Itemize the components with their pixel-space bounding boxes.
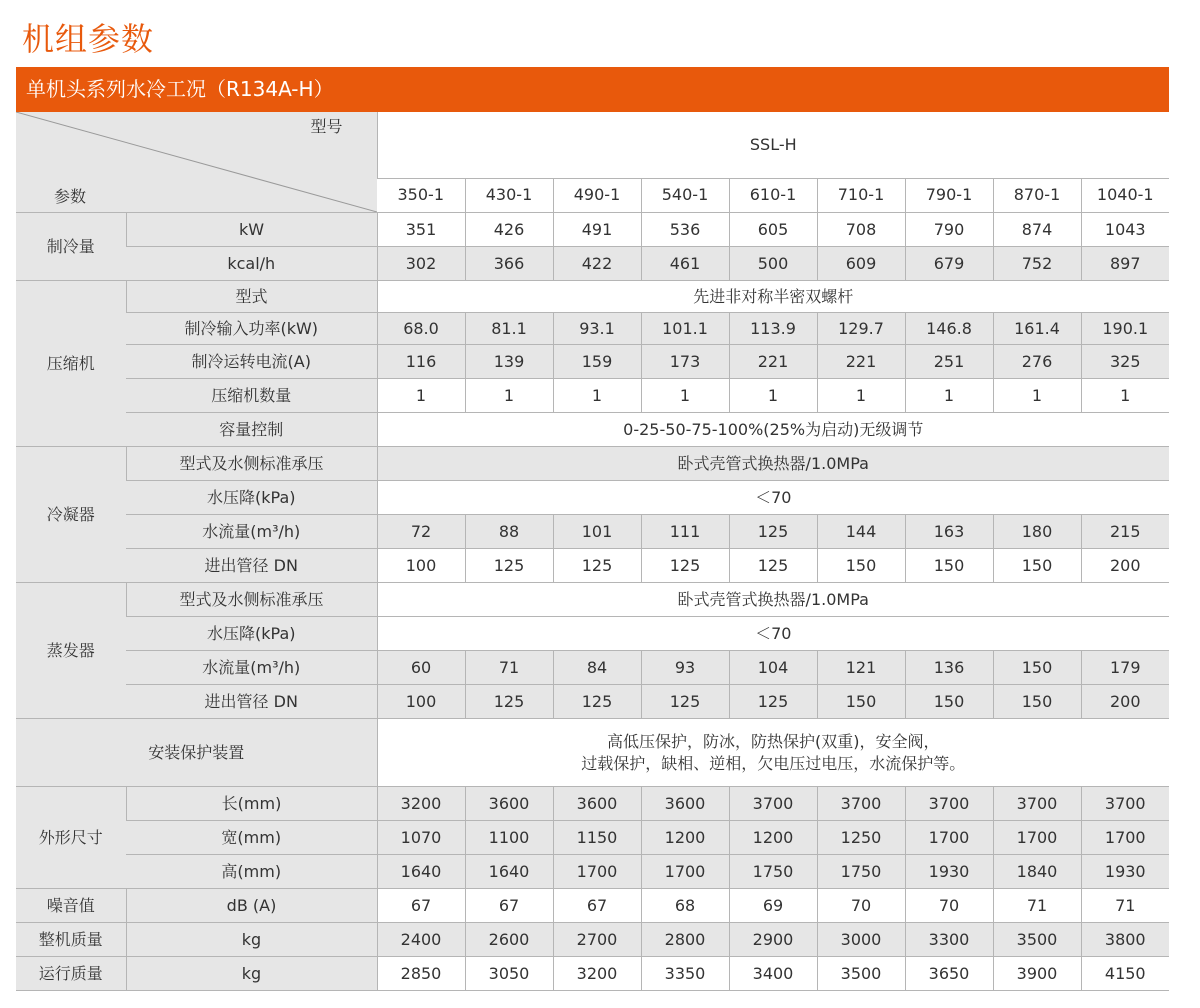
value-cell: 251 — [905, 345, 993, 379]
value-cell: 221 — [817, 345, 905, 379]
value-cell: 116 — [377, 345, 465, 379]
value-cell: 4150 — [1081, 957, 1169, 991]
row-label: 型式 — [126, 281, 377, 313]
merged-value: ＜70 — [377, 481, 1169, 515]
group-dimensions: 外形尺寸 — [16, 787, 126, 889]
value-cell: 422 — [553, 247, 641, 281]
header-row-series — [16, 112, 1169, 178]
row-label: 制冷运转电流(A) — [126, 345, 377, 379]
value-cell: 150 — [817, 549, 905, 583]
table-row — [16, 213, 1169, 247]
value-cell: 215 — [1081, 515, 1169, 549]
value-cell: 221 — [729, 345, 817, 379]
series-name: SSL-H — [377, 112, 1169, 178]
value-cell: 161.4 — [993, 313, 1081, 345]
value-cell: 2900 — [729, 923, 817, 957]
value-cell: 325 — [1081, 345, 1169, 379]
group-noise: 噪音值 — [16, 889, 126, 923]
row-label: 型式及水侧标准承压 — [126, 583, 377, 617]
value-cell: 3600 — [465, 787, 553, 821]
table-row-noise — [16, 889, 1169, 923]
value-cell: 3400 — [729, 957, 817, 991]
row-label: 制冷输入功率(kW) — [126, 313, 377, 345]
value-cell: 1070 — [377, 821, 465, 855]
value-cell: 3200 — [553, 957, 641, 991]
row-label: 进出管径 DN — [126, 549, 377, 583]
group-condenser: 冷凝器 — [16, 447, 126, 583]
model-header-610-1: 610-1 — [729, 178, 817, 212]
value-cell: 3200 — [377, 787, 465, 821]
value-cell: 2800 — [641, 923, 729, 957]
value-cell: 136 — [905, 651, 993, 685]
value-cell: 874 — [993, 213, 1081, 247]
value-cell: 93.1 — [553, 313, 641, 345]
value-cell: 491 — [553, 213, 641, 247]
value-cell: 1840 — [993, 855, 1081, 889]
table-row-operating_weight — [16, 957, 1169, 991]
value-cell: 68 — [641, 889, 729, 923]
model-header-1040-1: 1040-1 — [1081, 178, 1169, 212]
value-cell: 790 — [905, 213, 993, 247]
table-row — [16, 617, 1169, 651]
value-cell: 71 — [993, 889, 1081, 923]
value-cell: 3600 — [641, 787, 729, 821]
value-cell: 1750 — [729, 855, 817, 889]
row-unit: kg — [126, 957, 377, 991]
value-cell: 163 — [905, 515, 993, 549]
value-cell: 129.7 — [817, 313, 905, 345]
row-label: 水流量(m³/h) — [126, 651, 377, 685]
model-header-490-1: 490-1 — [553, 178, 641, 212]
value-cell: 150 — [905, 549, 993, 583]
model-header-430-1: 430-1 — [465, 178, 553, 212]
group-weight: 整机质量 — [16, 923, 126, 957]
value-cell: 81.1 — [465, 313, 553, 345]
value-cell: 3300 — [905, 923, 993, 957]
merged-value: 卧式壳管式换热器/1.0MPa — [377, 583, 1169, 617]
value-cell: 1930 — [905, 855, 993, 889]
value-cell: 125 — [729, 549, 817, 583]
value-cell: 302 — [377, 247, 465, 281]
table-row — [16, 821, 1169, 855]
corner-cell — [16, 112, 377, 213]
value-cell: 1 — [817, 379, 905, 413]
value-cell: 1 — [553, 379, 641, 413]
section-title: 单机头系列水冷工况（R134A-H） — [16, 67, 1169, 112]
value-cell: 1 — [465, 379, 553, 413]
corner-model-label: 型号 — [310, 117, 343, 136]
value-cell: 1250 — [817, 821, 905, 855]
merged-value: 卧式壳管式换热器/1.0MPa — [377, 447, 1169, 481]
value-cell: 3700 — [817, 787, 905, 821]
table-row — [16, 379, 1169, 413]
value-cell: 125 — [641, 685, 729, 719]
table-row — [16, 247, 1169, 281]
merged-value: 先进非对称半密双螺杆 — [377, 281, 1169, 313]
value-cell: 3700 — [993, 787, 1081, 821]
value-cell: 3700 — [905, 787, 993, 821]
model-header-540-1: 540-1 — [641, 178, 729, 212]
value-cell: 150 — [817, 685, 905, 719]
row-label: 型式及水侧标准承压 — [126, 447, 377, 481]
value-cell: 1750 — [817, 855, 905, 889]
row-label: kW — [126, 213, 377, 247]
row-label: 进出管径 DN — [126, 685, 377, 719]
value-cell: 67 — [465, 889, 553, 923]
value-cell: 366 — [465, 247, 553, 281]
value-cell: 72 — [377, 515, 465, 549]
value-cell: 605 — [729, 213, 817, 247]
value-cell: 150 — [905, 685, 993, 719]
value-cell: 190.1 — [1081, 313, 1169, 345]
value-cell: 1 — [905, 379, 993, 413]
table-row — [16, 855, 1169, 889]
protection-value — [377, 719, 1169, 787]
corner-param-label: 参数 — [54, 187, 87, 206]
table-row — [16, 515, 1169, 549]
row-label: 水压降(kPa) — [126, 617, 377, 651]
value-cell: 3700 — [1081, 787, 1169, 821]
value-cell: 144 — [817, 515, 905, 549]
value-cell: 111 — [641, 515, 729, 549]
value-cell: 1 — [377, 379, 465, 413]
value-cell: 68.0 — [377, 313, 465, 345]
model-header-870-1: 870-1 — [993, 178, 1081, 212]
value-cell: 1200 — [641, 821, 729, 855]
value-cell: 1700 — [1081, 821, 1169, 855]
value-cell: 60 — [377, 651, 465, 685]
value-cell: 125 — [729, 515, 817, 549]
value-cell: 84 — [553, 651, 641, 685]
value-cell: 159 — [553, 345, 641, 379]
row-label: 压缩机数量 — [126, 379, 377, 413]
row-label: 水流量(m³/h) — [126, 515, 377, 549]
value-cell: 1043 — [1081, 213, 1169, 247]
table-row — [16, 413, 1169, 447]
value-cell: 461 — [641, 247, 729, 281]
value-cell: 609 — [817, 247, 905, 281]
spec-table — [16, 112, 1169, 991]
value-cell: 1930 — [1081, 855, 1169, 889]
table-row — [16, 651, 1169, 685]
value-cell: 100 — [377, 549, 465, 583]
value-cell: 897 — [1081, 247, 1169, 281]
value-cell: 1700 — [993, 821, 1081, 855]
value-cell: 2600 — [465, 923, 553, 957]
value-cell: 125 — [465, 685, 553, 719]
value-cell: 146.8 — [905, 313, 993, 345]
model-header-790-1: 790-1 — [905, 178, 993, 212]
protection-label: 安装保护装置 — [16, 719, 377, 787]
value-cell: 2850 — [377, 957, 465, 991]
row-label: 水压降(kPa) — [126, 481, 377, 515]
value-cell: 121 — [817, 651, 905, 685]
value-cell: 3000 — [817, 923, 905, 957]
merged-value: 0-25-50-75-100%(25%为启动)无级调节 — [377, 413, 1169, 447]
value-cell: 139 — [465, 345, 553, 379]
value-cell: 67 — [553, 889, 641, 923]
row-label: kcal/h — [126, 247, 377, 281]
value-cell: 1700 — [553, 855, 641, 889]
value-cell: 1 — [729, 379, 817, 413]
value-cell: 150 — [993, 685, 1081, 719]
protection-line-1: 高低压保护，防冰，防热保护(双重)，安全阀， — [607, 731, 940, 751]
value-cell: 71 — [1081, 889, 1169, 923]
table-row — [16, 787, 1169, 821]
value-cell: 150 — [993, 651, 1081, 685]
value-cell: 71 — [465, 651, 553, 685]
row-unit: kg — [126, 923, 377, 957]
value-cell: 180 — [993, 515, 1081, 549]
value-cell: 1700 — [905, 821, 993, 855]
value-cell: 150 — [993, 549, 1081, 583]
group-compressor: 压缩机 — [16, 281, 126, 447]
value-cell: 125 — [729, 685, 817, 719]
table-row — [16, 549, 1169, 583]
row-label: 高(mm) — [126, 855, 377, 889]
value-cell: 1640 — [465, 855, 553, 889]
value-cell: 125 — [553, 685, 641, 719]
value-cell: 69 — [729, 889, 817, 923]
value-cell: 1640 — [377, 855, 465, 889]
value-cell: 125 — [641, 549, 729, 583]
page-title: 机组参数 — [22, 20, 155, 58]
value-cell: 2700 — [553, 923, 641, 957]
model-header-350-1: 350-1 — [377, 178, 465, 212]
value-cell: 200 — [1081, 685, 1169, 719]
table-row — [16, 281, 1169, 313]
value-cell: 752 — [993, 247, 1081, 281]
row-label: 容量控制 — [126, 413, 377, 447]
model-header-710-1: 710-1 — [817, 178, 905, 212]
value-cell: 3800 — [1081, 923, 1169, 957]
table-row — [16, 685, 1169, 719]
value-cell: 3350 — [641, 957, 729, 991]
value-cell: 1 — [1081, 379, 1169, 413]
table-row-weight — [16, 923, 1169, 957]
value-cell: 2400 — [377, 923, 465, 957]
value-cell: 1200 — [729, 821, 817, 855]
value-cell: 101 — [553, 515, 641, 549]
value-cell: 3500 — [993, 923, 1081, 957]
value-cell: 351 — [377, 213, 465, 247]
table-row — [16, 447, 1169, 481]
value-cell: 67 — [377, 889, 465, 923]
value-cell: 3650 — [905, 957, 993, 991]
value-cell: 708 — [817, 213, 905, 247]
value-cell: 3900 — [993, 957, 1081, 991]
value-cell: 500 — [729, 247, 817, 281]
value-cell: 679 — [905, 247, 993, 281]
value-cell: 179 — [1081, 651, 1169, 685]
protection-line-2: 过载保护，缺相、逆相，欠电压过电压，水流保护等。 — [581, 753, 966, 773]
value-cell: 93 — [641, 651, 729, 685]
value-cell: 113.9 — [729, 313, 817, 345]
value-cell: 173 — [641, 345, 729, 379]
row-label: 宽(mm) — [126, 821, 377, 855]
value-cell: 100 — [377, 685, 465, 719]
value-cell: 125 — [465, 549, 553, 583]
value-cell: 426 — [465, 213, 553, 247]
value-cell: 104 — [729, 651, 817, 685]
group-cooling: 制冷量 — [16, 213, 126, 281]
value-cell: 1100 — [465, 821, 553, 855]
value-cell: 536 — [641, 213, 729, 247]
table-row — [16, 583, 1169, 617]
value-cell: 101.1 — [641, 313, 729, 345]
value-cell: 3050 — [465, 957, 553, 991]
row-unit: dB (A) — [126, 889, 377, 923]
merged-value: ＜70 — [377, 617, 1169, 651]
value-cell: 70 — [817, 889, 905, 923]
table-row — [16, 313, 1169, 345]
value-cell: 88 — [465, 515, 553, 549]
table-row — [16, 481, 1169, 515]
table-row-protection — [16, 719, 1169, 787]
value-cell: 276 — [993, 345, 1081, 379]
value-cell: 70 — [905, 889, 993, 923]
value-cell: 200 — [1081, 549, 1169, 583]
value-cell: 1150 — [553, 821, 641, 855]
value-cell: 3500 — [817, 957, 905, 991]
group-evaporator: 蒸发器 — [16, 583, 126, 719]
value-cell: 125 — [553, 549, 641, 583]
value-cell: 3700 — [729, 787, 817, 821]
value-cell: 1 — [993, 379, 1081, 413]
table-row — [16, 345, 1169, 379]
value-cell: 1 — [641, 379, 729, 413]
row-label: 长(mm) — [126, 787, 377, 821]
group-operating_weight: 运行质量 — [16, 957, 126, 991]
value-cell: 3600 — [553, 787, 641, 821]
value-cell: 1700 — [641, 855, 729, 889]
